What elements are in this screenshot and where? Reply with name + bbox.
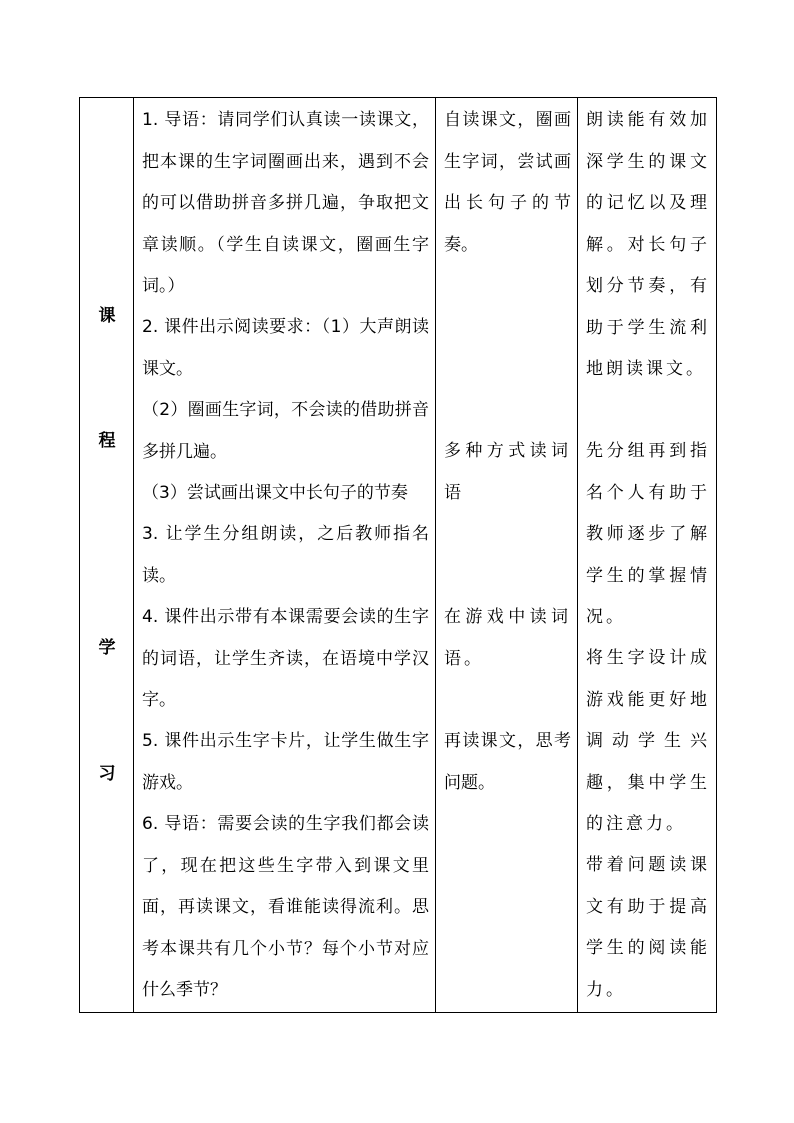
activity-4: 4. 课件出示带有本课需要会读的生字的词语，让学生齐读，在语境中学汉字。 (142, 607, 429, 710)
design-intent-3: 将生字设计成游戏能更好地调动学生兴趣，集中学生的注意力。 (586, 648, 710, 834)
student-activity-3: 在游戏中读词语。 (444, 607, 571, 669)
activity-2-part-3: （3）尝试画出课文中长句子的节奏 (142, 483, 408, 503)
student-activity-cell (436, 98, 578, 1013)
teacher-activity-cell (134, 98, 436, 1013)
activity-1: 1. 导语：请同学们认真读一读课文，把本课的生字词圈画出来，遇到不会的可以借助拼音多拼几遍，争取把文章读顺。（学生自读课文，圈画生字词。） (142, 110, 429, 296)
student-activity-2: 多种方式读词语 (444, 441, 571, 503)
activity-6: 6. 导语：需要会读的生字我们都会读了，现在把这些生字带入到课文里面，再读课文，看谁能读得流利。思考本课共有几个小节？每个小节对应什么季节？ (142, 814, 429, 1000)
design-intent-2: 先分组再到指名个人有助于教师逐步了解学生的掌握情况。 (586, 441, 710, 627)
section-label-cell (80, 98, 134, 1013)
lesson-plan-table (79, 97, 717, 1013)
activity-2-part-2: （2）圈画生字词，不会读的借助拼音多拼几遍。 (142, 400, 429, 462)
design-intent-cell (578, 98, 717, 1013)
design-intent-1: 朗读能有效加深学生的课文的记忆以及理解。对长句子划分节奏，有助于学生流利地朗读课文。 (586, 110, 710, 379)
student-activity-1: 自读课文，圈画生字词，尝试画出长句子的节奏。 (444, 110, 571, 255)
activity-2: 2. 课件出示阅读要求：（1）大声朗读课文。 (142, 317, 429, 379)
section-label-char-1: 课 (98, 306, 116, 326)
design-intent-4: 带着问题读课文有助于提高学生的阅读能力。 (586, 855, 710, 1000)
section-label-char-2: 程 (98, 431, 116, 451)
activity-5: 5. 课件出示生字卡片，让学生做生字游戏。 (142, 731, 429, 793)
activity-3: 3. 让学生分组朗读，之后教师指名读。 (142, 524, 429, 586)
student-activity-4: 再读课文，思考问题。 (444, 731, 571, 793)
section-label-char-3: 学 (98, 638, 116, 658)
table-row (80, 98, 717, 1013)
section-label-char-4: 习 (98, 764, 116, 784)
